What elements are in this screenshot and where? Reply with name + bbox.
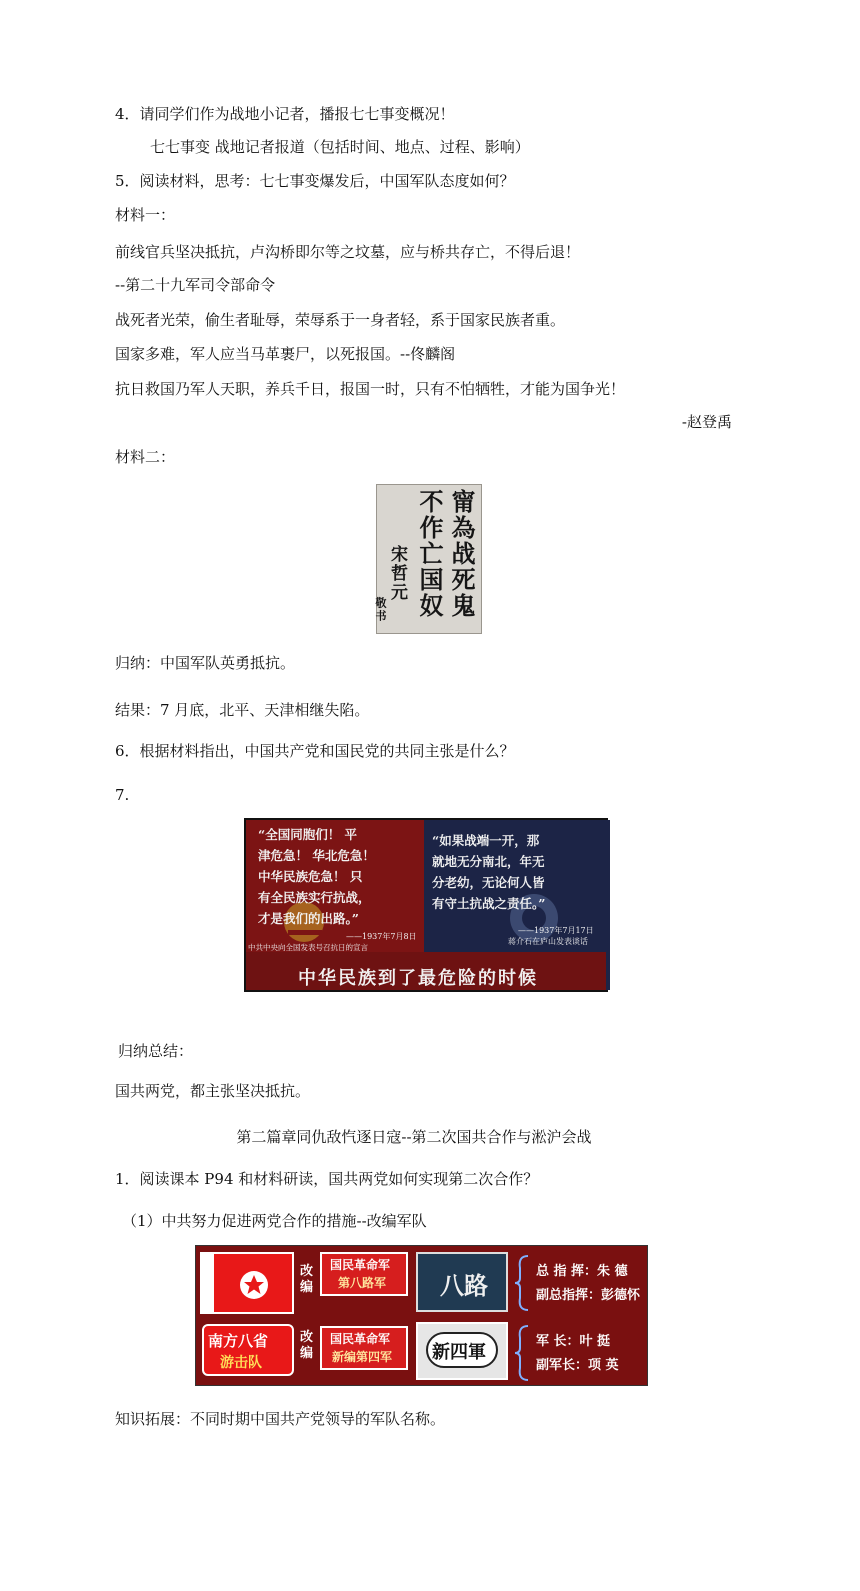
poster-left-date: ——1937年7月8日 [346,932,417,941]
brace-icon [514,1324,530,1382]
material-1-line-2: --第二十九军司令部命令 [115,276,276,294]
chapter-2-title: 第二篇章同仇敌忾逐日寇--第二次国共合作与淞沪会战 [236,1128,592,1146]
row2-name-top: 国民革命军 [330,1332,391,1346]
calligraphy-column-1: 甯為战死鬼 [447,489,476,619]
poster-bottom-slogan: 中华民族到了最危险的时候 [298,968,538,989]
poster-image [244,818,608,992]
row1-name-top: 国民革命军 [330,1258,391,1272]
row2-badge-text: 新四軍 [432,1342,486,1363]
chapter-2-question-1: 1．阅读课本 P94 和材料研读，国共两党如何实现第二次合作？ [115,1170,539,1188]
summary-2: 国共两党，都主张坚决抵抗。 [115,1082,311,1100]
row1-commander: 总 指 挥：朱 德 [536,1264,628,1279]
material-2-label: 材料二： [115,448,176,466]
question-7: 7. [115,786,130,804]
row1-name-bottom: 第八路军 [338,1276,387,1290]
row2-left-bottom: 游击队 [220,1355,262,1371]
question-4-subtitle: 七七事变 战地记者报道（包括时间、地点、过程、影响） [150,138,530,156]
calligraphy-signature: 宋哲元 [387,545,407,602]
knowledge-extension: 知识拓展：不同时期中国共产党领导的军队名称。 [115,1410,446,1428]
poster-left-source: 中共中央向全国发表号召抗日的宣言 [248,943,368,952]
star-icon [202,1254,296,1316]
material-1-line-5: 抗日救国乃军人天职，养兵千日，报国一时，只有不怕牺牲，才能为国争光！ [115,380,626,398]
material-1-attribution: -赵登禹 [681,413,732,431]
poster-right-date: ——1937年7月17日 [518,926,594,935]
summary-1: 归纳：中国军队英勇抵抗。 [115,654,296,672]
calligraphy-image [376,484,482,634]
row2-left-top: 南方八省 [208,1332,269,1350]
poster-right-source: 蒋介石在庐山发表谈话 [508,937,588,946]
chapter-2-question-1-sub: （1）中共努力促进两党合作的措施--改编军队 [122,1212,427,1230]
poster-right-quote: “如果战端一开，那 就地无分南北，年无 分老幼，无论何人皆 有守土抗战之责任。” [432,833,546,911]
question-5: 5．阅读材料，思考：七七事变爆发后，中国军队态度如何？ [115,172,515,190]
red-army-flag [200,1252,294,1314]
reorg-label-1: 改编 [300,1264,314,1295]
row1-deputy-commander: 副总指挥：彭德怀 [536,1288,641,1303]
material-1-line-3: 战死者光荣，偷生者耻辱，荣辱系于一身者轻，系于国家民族者重。 [115,311,566,329]
army-reorganization-image [195,1245,648,1386]
poster-left-quote: “全国同胞们！ 平 津危急！ 华北危急！ 中华民族危急！ 只 有全民族实行抗战， 才是我们的出路。” [258,827,375,926]
calligraphy-signature-note: 敬书 [374,597,387,623]
result: 结果：7 月底，北平、天津相继失陷。 [115,701,370,719]
material-1-label: 材料一： [115,206,176,224]
material-1-line-4: 国家多难，军人应当马革裹尸，以死报国。--佟麟阁 [115,345,456,363]
row2-name-bottom: 新编第四军 [332,1350,393,1364]
brace-icon [514,1254,530,1312]
question-4: 4．请同学们作为战地小记者，播报七七事变概况！ [115,105,455,123]
material-1-line-1: 前线官兵坚决抵抗，卢沟桥即尔等之坟墓，应与桥共存亡，不得后退！ [115,243,581,261]
row2-commander: 军 长：叶 挺 [536,1334,611,1349]
row1-badge-text: 八路 [440,1271,488,1300]
summary-2-label: 归纳总结： [118,1042,194,1060]
calligraphy-column-2: 不作亡国奴 [415,489,444,619]
reorg-label-2: 改编 [300,1330,314,1361]
question-6: 6．根据材料指出，中国共产党和国民党的共同主张是什么？ [115,742,515,760]
row2-deputy-commander: 副军长：项 英 [536,1358,619,1373]
